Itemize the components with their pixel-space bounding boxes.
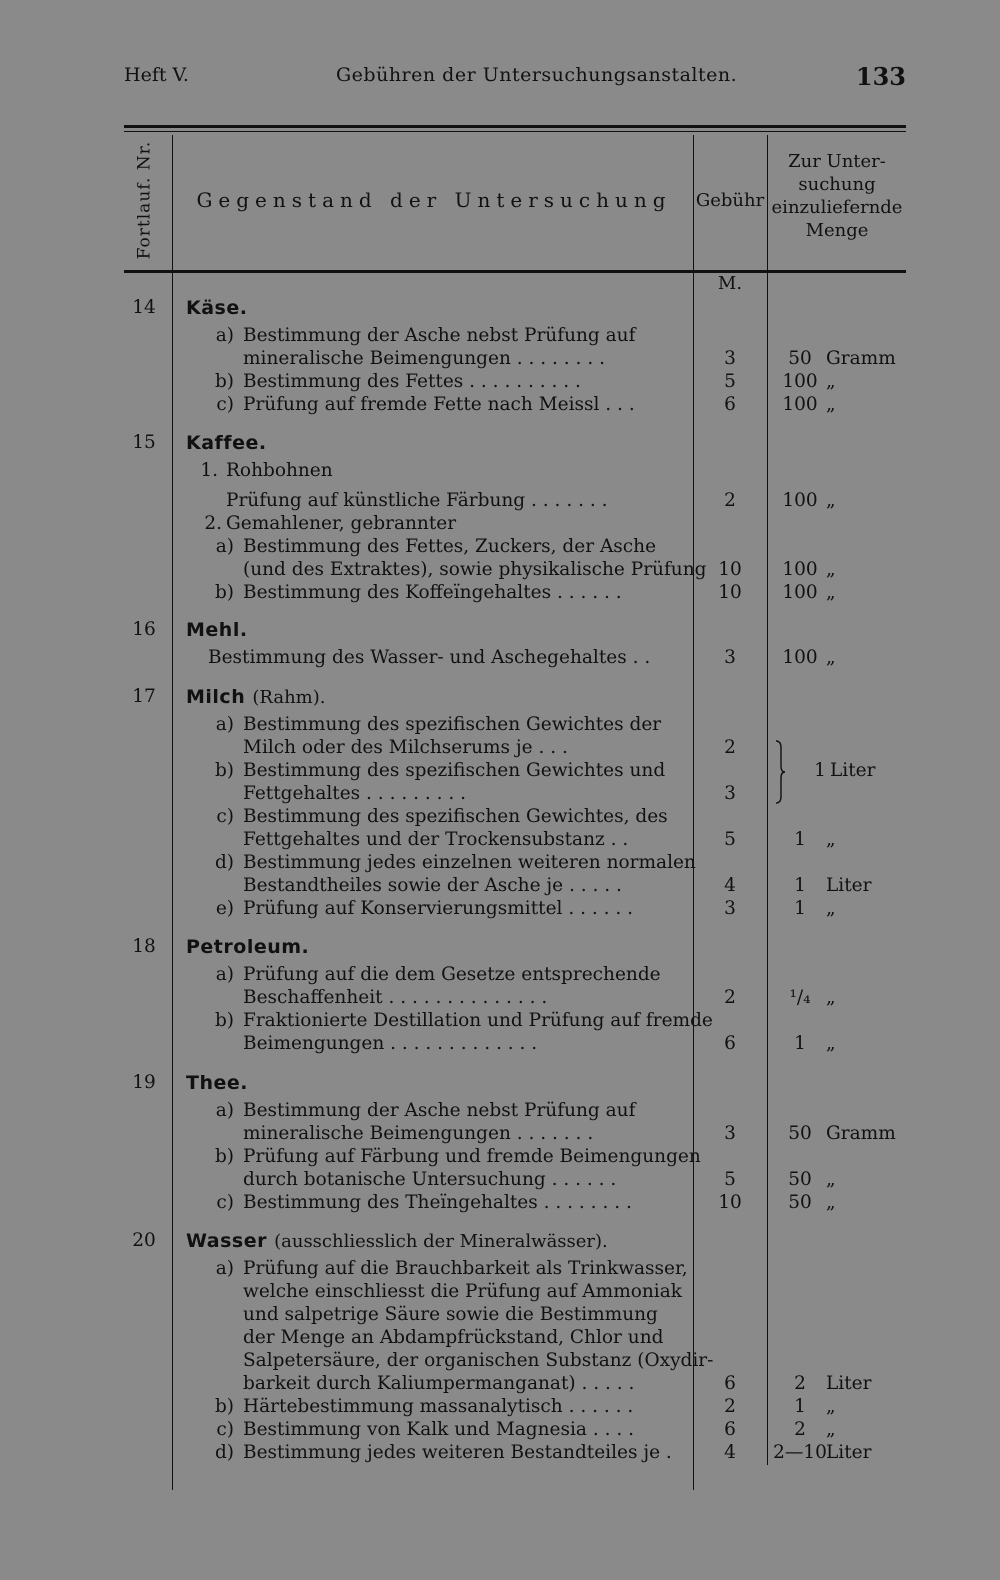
fee-value: 5 [724,1169,736,1190]
fee-value: 2 [724,987,736,1008]
quantity-amount: 1 [794,898,806,919]
fee-value: 2 [724,737,736,758]
table-row [0,1442,1000,1465]
table-row [0,714,1000,737]
item-label: b) [214,760,234,781]
table-row [0,806,1000,829]
entry-number: 19 [132,1072,156,1093]
quantity-unit: Gramm [826,348,896,369]
entry-number: 17 [132,686,156,707]
item-text: Prüfung auf die Brauchbarkeit als Trinkwasser, [243,1258,688,1279]
item-label: 2. [204,513,222,534]
quantity-amount: 100 [782,490,818,511]
quantity-unit: Liter [826,1373,872,1394]
header-fee-column: Gebühr [695,189,765,211]
entry-number: 15 [132,432,156,453]
quantity-amount: 2—10 [773,1442,827,1463]
entry-title-note: (ausschliesslich der Mineralwässer). [274,1231,608,1252]
table-row [0,432,1000,455]
item-text: Bestimmung des Fettes, Zuckers, der Asche [243,536,657,557]
quantity-unit: „ [826,829,836,850]
quantity-unit: „ [826,490,836,511]
item-text: Gemahlener, gebrannter [226,513,457,534]
table-row [0,1192,1000,1215]
item-text: (und des Extraktes), sowie physikalische Prüfung [243,559,707,580]
table-row [0,559,1000,582]
table-row [0,737,1000,760]
item-text: Prüfung auf künstliche Färbung . . . . . . . [226,490,608,511]
table-row [0,1123,1000,1146]
item-label: a) [215,1258,234,1279]
fee-value: 6 [724,394,736,415]
item-text: Prüfung auf die dem Gesetze entsprechende [243,964,661,985]
item-text: Bestimmung des Theïngehaltes . . . . . . . . [243,1192,632,1213]
running-head [124,64,906,92]
top-rule-thick [124,125,906,128]
item-text: Bestimmung des spezifischen Gewichtes der [243,714,662,735]
quantity-unit: Gramm [826,1123,896,1144]
table-row [0,490,1000,513]
quantity-amount: 100 [782,647,818,668]
quantity-amount: 1 [814,760,826,781]
fee-value: 3 [724,348,736,369]
entry-number: 14 [132,297,156,318]
item-text: Bestimmung des spezifischen Gewichtes und [243,760,666,781]
item-text: durch botanische Untersuchung . . . . . . [243,1169,617,1190]
fee-value: 10 [718,1192,742,1213]
header-bottom-rule [124,270,906,273]
table-row [0,686,1000,709]
table-row [0,371,1000,394]
table-row [0,987,1000,1010]
table-row [0,536,1000,559]
header-subject-column: Gegenstand der Untersuchung [196,188,672,212]
entry-number: 20 [132,1230,156,1251]
table-row [0,582,1000,605]
quantity-unit: Liter [830,760,876,781]
table-row [0,1146,1000,1169]
item-text: Bestimmung der Asche nebst Prüfung auf [243,1100,636,1121]
item-label: c) [216,1192,234,1213]
fee-value: 5 [724,371,736,392]
item-text: der Menge an Abdampfrückstand, Chlor und [243,1327,664,1348]
item-text: Rohbohnen [226,460,333,481]
table-row [0,325,1000,348]
table-row [0,1350,1000,1373]
item-label: 1. [200,460,218,481]
fee-value: 6 [724,1373,736,1394]
table-row [0,1258,1000,1281]
table-row [0,783,1000,806]
table-row [0,619,1000,642]
fee-value: 2 [724,490,736,511]
quantity-amount: 2 [794,1373,806,1394]
quantity-unit: „ [826,1419,836,1440]
quantity-unit: „ [826,1192,836,1213]
quantity-amount: ¹/₄ [789,987,811,1008]
table-row [0,1010,1000,1033]
quantity-amount: 100 [782,371,818,392]
item-label: b) [214,582,234,603]
item-text: Bestimmung von Kalk und Magnesia . . . . [243,1419,634,1440]
fee-value: 6 [724,1033,736,1054]
currency-label: M. [717,273,743,294]
fee-value: 4 [724,1442,736,1463]
table-row [0,348,1000,371]
item-text: mineralische Beimengungen . . . . . . . [243,1123,594,1144]
item-text: Beimengungen . . . . . . . . . . . . . [243,1033,538,1054]
table-row [0,875,1000,898]
table-row [0,394,1000,417]
fee-value: 3 [724,1123,736,1144]
table-row [0,898,1000,921]
table-row [0,460,1000,483]
item-label: b) [214,1396,234,1417]
item-label: a) [215,714,234,735]
quantity-amount: 100 [782,559,818,580]
item-label: d) [214,1442,234,1463]
fee-value: 5 [724,829,736,850]
table-row [0,852,1000,875]
item-label: d) [214,852,234,873]
table-row [0,1396,1000,1419]
item-label: a) [215,536,234,557]
table-row [0,1169,1000,1192]
quantity-unit: „ [826,394,836,415]
entry-title: Mehl. [186,619,248,641]
page-number: 133 [855,62,906,91]
item-text: Beschaffenheit . . . . . . . . . . . . . . [243,987,548,1008]
table-row [0,1419,1000,1442]
quantity-unit: „ [826,987,836,1008]
fee-value: 10 [718,559,742,580]
item-text: Bestimmung des Wasser- und Aschegehaltes . . [208,647,651,668]
quantity-amount: 50 [788,1123,812,1144]
table-row [0,964,1000,987]
quantity-amount: 100 [782,394,818,415]
item-text: Bestimmung des Fettes . . . . . . . . . . [243,371,581,392]
quantity-unit: Liter [826,1442,872,1463]
item-label: b) [214,371,234,392]
entry-title: Milch (Rahm). [186,686,326,708]
item-text: Bestimmung des spezifischen Gewichtes, des [243,806,668,827]
table-row [0,1373,1000,1396]
table-row [0,1072,1000,1095]
top-rule-thin [124,131,906,132]
table-row [0,760,1000,783]
fee-value: 3 [724,898,736,919]
quantity-amount: 50 [788,1192,812,1213]
quantity-unit: „ [826,1396,836,1417]
item-label: c) [216,806,234,827]
item-text: Fraktionierte Destillation und Prüfung auf fremde [243,1010,713,1031]
entry-number: 16 [132,619,156,640]
item-text: Bestandtheiles sowie der Asche je . . . . . [243,875,622,896]
table-row [0,1033,1000,1056]
quantity-unit: „ [826,582,836,603]
quantity-amount: 1 [794,1396,806,1417]
table-row [0,936,1000,959]
fee-value: 4 [724,875,736,896]
item-text: Prüfung auf Färbung und fremde Beimengungen [243,1146,701,1167]
item-label: a) [215,964,234,985]
item-text: und salpetrige Säure sowie die Bestimmung [243,1304,658,1325]
header-quantity-column: Zur Unter- suchung einzuliefernde Menge [771,151,903,241]
running-head-title: Gebühren der Untersuchungsanstalten. [336,64,738,86]
item-text: Milch oder des Milchserums je . . . [243,737,568,758]
item-text: Prüfung auf fremde Fette nach Meissl . . . [243,394,635,415]
entry-title: Thee. [186,1072,248,1094]
quantity-unit: „ [826,1169,836,1190]
quantity-unit: „ [826,898,836,919]
item-label: e) [215,898,234,919]
quantity-amount: 100 [782,582,818,603]
item-text: Bestimmung jedes weiteren Bestandteiles je . [243,1442,672,1463]
table-row [0,1304,1000,1327]
table-row [0,647,1000,670]
entry-title: Wasser (ausschliesslich der Mineralwässer). [186,1230,608,1252]
item-label: b) [214,1010,234,1031]
quantity-amount: 1 [794,875,806,896]
entry-title: Petroleum. [186,936,310,958]
fee-value: 2 [724,1396,736,1417]
quantity-amount: 1 [794,829,806,850]
quantity-unit: Liter [826,875,872,896]
table-row [0,1230,1000,1253]
quantity-unit: „ [826,371,836,392]
item-text: Prüfung auf Konservierungsmittel . . . . . . [243,898,634,919]
item-text: Fettgehaltes . . . . . . . . . [243,783,467,804]
entry-title: Käse. [186,297,248,319]
table-row [0,829,1000,852]
fee-value: 3 [724,783,736,804]
header-number-column: Fortlauf. Nr. [134,140,154,260]
item-label: c) [216,1419,234,1440]
quantity-unit: „ [826,559,836,580]
quantity-unit: „ [826,1033,836,1054]
quantity-amount: 50 [788,348,812,369]
item-label: a) [215,325,234,346]
table-row [0,1100,1000,1123]
table-row [0,1281,1000,1304]
item-text: Salpetersäure, der organischen Substanz (Oxydir- [243,1350,714,1371]
item-text: Bestimmung der Asche nebst Prüfung auf [243,325,636,346]
item-text: Härtebestimmung massanalytisch . . . . . . [243,1396,634,1417]
item-label: b) [214,1146,234,1167]
table-row [0,297,1000,320]
item-label: a) [215,1100,234,1121]
running-head-left: Heft V. [124,64,189,86]
quantity-unit: „ [826,647,836,668]
quantity-amount: 2 [794,1419,806,1440]
quantity-amount: 1 [794,1033,806,1054]
item-text: Bestimmung des Koffeïngehaltes . . . . . . [243,582,622,603]
entry-title-note: (Rahm). [252,687,326,708]
item-label: c) [216,394,234,415]
quantity-amount: 50 [788,1169,812,1190]
item-text: welche einschliesst die Prüfung auf Ammoniak [243,1281,682,1302]
fee-value: 3 [724,647,736,668]
item-text: Fettgehaltes und der Trockensubstanz . . [243,829,629,850]
entry-number: 18 [132,936,156,957]
table-row [0,513,1000,536]
item-text: mineralische Beimengungen . . . . . . . . [243,348,605,369]
entry-title: Kaffee. [186,432,267,454]
item-text: Bestimmung jedes einzelnen weiteren normalen [243,852,696,873]
fee-value: 10 [718,582,742,603]
item-text: barkeit durch Kaliumpermanganat) . . . . . [243,1373,635,1394]
fee-value: 6 [724,1419,736,1440]
table-row [0,1327,1000,1350]
